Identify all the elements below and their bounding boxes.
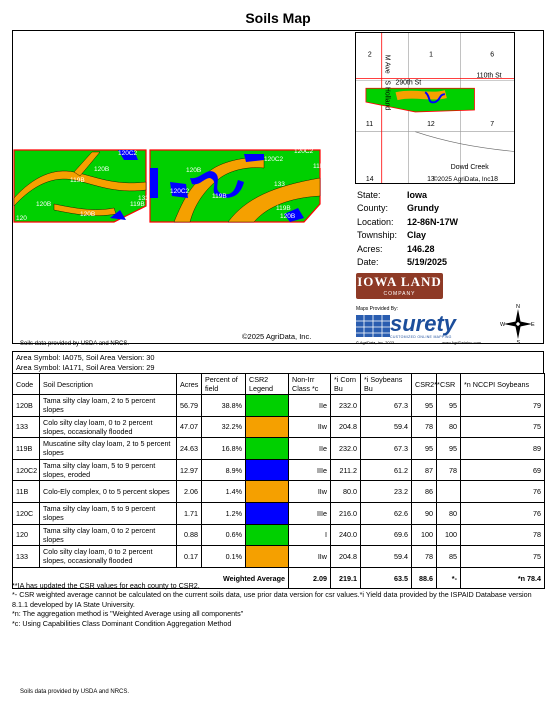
cell-csr2: 90 (412, 502, 437, 524)
cell-percent: 38.8% (202, 395, 246, 417)
cell-corn: 80.0 (331, 481, 361, 503)
cell-acres: 2.06 (177, 481, 202, 503)
total-csr: *- (437, 567, 461, 589)
cell-soybeans: 67.3 (361, 438, 412, 460)
location-inset-map[interactable] (355, 32, 515, 184)
cell-description: Colo silty clay loam, 0 to 2 percent slopes, occasionally flooded (40, 546, 177, 568)
cell-legend-swatch (246, 546, 289, 568)
soil-label: 133 (274, 181, 285, 188)
cell-class: IIe (289, 438, 331, 460)
cell-acres: 0.17 (177, 546, 202, 568)
info-state (357, 188, 458, 202)
section-number: 12 (427, 120, 435, 128)
cell-acres: 47.07 (177, 416, 202, 438)
section-number: 2 (367, 51, 372, 59)
total-corn: 219.1 (331, 567, 361, 589)
header-class: Non-Irr Class *c (289, 374, 331, 395)
cell-csr2: 95 (412, 395, 437, 417)
maps-provided-by: Maps Provided By: (356, 306, 398, 312)
header-corn: *i Corn Bu (331, 374, 361, 395)
info-location (357, 215, 458, 229)
creek-label: Dowd Creek (450, 164, 489, 172)
info-key: Township: (357, 230, 398, 241)
compass-e: E (531, 322, 535, 328)
soil-label: 119B (276, 205, 291, 212)
soil-label: 120B (186, 167, 202, 174)
cell-csr2: 87 (412, 459, 437, 481)
cell-csr2: 86 (412, 481, 437, 503)
cell-nccpi: 76 (461, 502, 545, 524)
header-soybeans: *i Soybeans Bu (361, 374, 412, 395)
cell-csr: 80 (437, 416, 461, 438)
cell-code: 11B (13, 481, 40, 503)
header-csr2: CSR2** (412, 374, 437, 395)
section-number: 6 (490, 51, 495, 59)
cell-class: IIIe (289, 459, 331, 481)
footnotes (12, 581, 544, 628)
table-row (13, 416, 545, 438)
compass-rose-icon (500, 304, 536, 344)
info-date (357, 256, 458, 270)
soil-label: 120B (280, 213, 296, 220)
footer-credit: Soils data provided by USDA and NRCS. (20, 689, 130, 695)
cell-csr2: 78 (412, 546, 437, 568)
cell-code: 133 (13, 416, 40, 438)
soil-label: 120 (16, 215, 27, 222)
compass-w: W (500, 322, 506, 328)
soil-label: 119B (212, 193, 227, 200)
cell-acres: 56.79 (177, 395, 202, 417)
soil-label: 11B (313, 163, 325, 170)
soil-label: 120C2 (264, 156, 284, 163)
cell-code: 120B (13, 395, 40, 417)
cell-csr: 85 (437, 546, 461, 568)
soil-label: 120C2 (118, 150, 138, 157)
info-value: Grundy (407, 203, 440, 214)
cell-corn: 240.0 (331, 524, 361, 546)
cell-legend-swatch (246, 459, 289, 481)
cell-csr: 95 (437, 438, 461, 460)
total-nccpi: *n 78.4 (461, 567, 545, 589)
info-value: 12-86N-17W (407, 216, 459, 227)
cell-nccpi: 79 (461, 395, 545, 417)
info-value: Clay (407, 230, 427, 241)
compass-s: S (516, 340, 521, 346)
cell-csr: 78 (437, 459, 461, 481)
cell-description: Colo silty clay loam, 0 to 2 percent slopes, occasionally flooded (40, 416, 177, 438)
info-key: Acres: (357, 243, 383, 254)
cell-soybeans: 59.4 (361, 416, 412, 438)
info-key: Date: (357, 257, 379, 268)
area-symbol-line: Area Symbol: IA075, Soil Area Version: 30 (16, 353, 155, 362)
info-value: 5/19/2025 (407, 257, 448, 268)
cell-legend-swatch (246, 524, 289, 546)
soil-label: 119B (70, 177, 85, 184)
cell-percent: 0.6% (202, 524, 246, 546)
table-row (13, 502, 545, 524)
cell-percent: 0.1% (202, 546, 246, 568)
map-copyright: ©2025 AgriData, Inc. (242, 332, 312, 341)
surety-tagline: CUSTOMIZED ONLINE MAPPING (390, 335, 452, 339)
soil-label: 120B (36, 201, 52, 208)
cell-nccpi: 69 (461, 459, 545, 481)
cell-description: Tama silty clay loam, 2 to 5 percent slopes (40, 395, 177, 417)
soil-label: 120C2 (294, 148, 314, 155)
header-code: Code (13, 374, 40, 395)
logo-line2: COMPANY (383, 291, 416, 297)
road-label: M Ave (383, 54, 391, 74)
cell-legend-swatch (246, 481, 289, 503)
cell-nccpi: 75 (461, 546, 545, 568)
cell-corn: 204.8 (331, 416, 361, 438)
soil-label: 133 (138, 195, 149, 202)
cell-class: IIw (289, 546, 331, 568)
info-township (357, 229, 458, 243)
cell-corn: 204.8 (331, 546, 361, 568)
cell-description: Tama silty clay loam, 5 to 9 percent slopes, eroded (40, 459, 177, 481)
cell-soybeans: 62.6 (361, 502, 412, 524)
cell-corn: 232.0 (331, 438, 361, 460)
total-soybeans: 63.5 (361, 567, 412, 589)
cell-percent: 32.2% (202, 416, 246, 438)
header-percent: Percent of field (202, 374, 246, 395)
inset-copyright: ©2025 AgriData, Inc. (433, 176, 493, 184)
surety-name: surety (390, 311, 457, 336)
area-symbols (12, 351, 544, 374)
property-info (357, 188, 458, 269)
cell-code: 120C2 (13, 459, 40, 481)
cell-nccpi: 78 (461, 524, 545, 546)
section-number: 18 (490, 176, 498, 184)
section-number: 14 (365, 176, 374, 184)
footnote: *- CSR weighted average cannot be calculated on the current soils data, use prior data version for csr values.*i Yield data provided by the ISPAID Database version 8.1.1 developed by IA State University. (12, 590, 532, 609)
section-number: 7 (490, 120, 495, 128)
info-acres (357, 242, 458, 256)
cell-nccpi: 89 (461, 438, 545, 460)
cell-percent: 1.2% (202, 502, 246, 524)
cell-corn: 211.2 (331, 459, 361, 481)
cell-corn: 216.0 (331, 502, 361, 524)
table-header-row (13, 374, 545, 395)
info-county (357, 202, 458, 216)
table-row (13, 481, 545, 503)
total-class: 2.09 (289, 567, 331, 589)
table-row (13, 395, 545, 417)
table-row (13, 546, 545, 568)
cell-legend-swatch (246, 416, 289, 438)
info-value: Iowa (407, 189, 428, 200)
cell-code: 133 (13, 546, 40, 568)
cell-code: 120C (13, 502, 40, 524)
table-row (13, 524, 545, 546)
road-label: 290th St (395, 79, 422, 87)
cell-class: IIIe (289, 502, 331, 524)
info-key: State: (357, 189, 381, 200)
total-label: Weighted Average (13, 567, 289, 589)
info-key: Location: (357, 216, 394, 227)
info-value: 146.28 (407, 243, 435, 254)
header-acres: Acres (177, 374, 202, 395)
cell-description: Tama silty clay loam, 0 to 2 percent slopes (40, 524, 177, 546)
cell-description: Colo-Ely complex, 0 to 5 percent slopes (40, 481, 177, 503)
cell-description: Muscatine silty clay loam, 2 to 5 percent slopes (40, 438, 177, 460)
soils-map[interactable] (14, 138, 326, 230)
page-title: Soils Map (245, 10, 311, 26)
cell-soybeans: 59.4 (361, 546, 412, 568)
compass-n: N (516, 304, 520, 310)
cell-percent: 1.4% (202, 481, 246, 503)
header-description: Soil Description (40, 374, 177, 395)
surety-grid-icon (356, 315, 390, 337)
section-number: 11 (365, 120, 374, 128)
total-csr2: 88.6 (412, 567, 437, 589)
area-symbol-line: Area Symbol: IA171, Soil Area Version: 29 (16, 363, 155, 372)
cell-acres: 12.97 (177, 459, 202, 481)
cell-csr2: 78 (412, 416, 437, 438)
section-number: 1 (429, 51, 433, 59)
soil-label: 120C2 (170, 188, 190, 195)
cell-acres: 24.63 (177, 438, 202, 460)
surety-logo (356, 306, 486, 344)
cell-legend-swatch (246, 395, 289, 417)
road-label: S Holland (383, 80, 391, 111)
footnote: *c: Using Capabilities Class Dominant Condition Aggregation Method (12, 618, 232, 628)
cell-nccpi: 75 (461, 416, 545, 438)
cell-legend-swatch (246, 502, 289, 524)
cell-class: IIw (289, 481, 331, 503)
cell-soybeans: 61.2 (361, 459, 412, 481)
cell-csr: 80 (437, 502, 461, 524)
cell-soybeans: 67.3 (361, 395, 412, 417)
footnote: **IA has updated the CSR values for each county to CSR2. (12, 581, 200, 590)
header-csr: CSR (437, 374, 461, 395)
soils-table (12, 373, 545, 589)
info-key: County: (357, 203, 389, 214)
surety-url[interactable]: www.AgriDataInc.com (441, 340, 481, 345)
cell-code: 119B (13, 438, 40, 460)
section-number: 13 (427, 176, 435, 184)
cell-csr (437, 481, 461, 503)
road-label: 110th St (476, 72, 502, 80)
cell-csr2: 95 (412, 438, 437, 460)
iowa-land-company-logo (356, 273, 443, 299)
cell-corn: 232.0 (331, 395, 361, 417)
cell-class: I (289, 524, 331, 546)
header-legend: CSR2 Legend (246, 374, 289, 395)
cell-code: 120 (13, 524, 40, 546)
cell-acres: 1.71 (177, 502, 202, 524)
table-row (13, 438, 545, 460)
cell-percent: 8.9% (202, 459, 246, 481)
header-nccpi: *n NCCPI Soybeans (461, 374, 545, 395)
soil-label: 120C (310, 219, 326, 226)
soil-label: 120B (94, 166, 110, 173)
table-row (13, 459, 545, 481)
cell-soybeans: 69.6 (361, 524, 412, 546)
cell-csr: 95 (437, 395, 461, 417)
cell-description: Tama silty clay loam, 5 to 9 percent slopes (40, 502, 177, 524)
cell-legend-swatch (246, 438, 289, 460)
soil-label: 120B (80, 211, 96, 218)
cell-acres: 0.88 (177, 524, 202, 546)
surety-copyright: © AgriData, Inc. 2023 (356, 340, 395, 345)
cell-class: IIw (289, 416, 331, 438)
cell-percent: 16.8% (202, 438, 246, 460)
cell-csr: 100 (437, 524, 461, 546)
cell-csr2: 100 (412, 524, 437, 546)
soil-label: 119B (130, 201, 145, 208)
footnote: *n: The aggregation method is "Weighted Average using all components" (12, 609, 244, 619)
logo-line1: IOWA LAND (357, 274, 442, 289)
cell-class: IIe (289, 395, 331, 417)
cell-soybeans: 23.2 (361, 481, 412, 503)
soils-credit: Soils data provided by USDA and NRCS. (20, 341, 130, 347)
cell-nccpi: 76 (461, 481, 545, 503)
